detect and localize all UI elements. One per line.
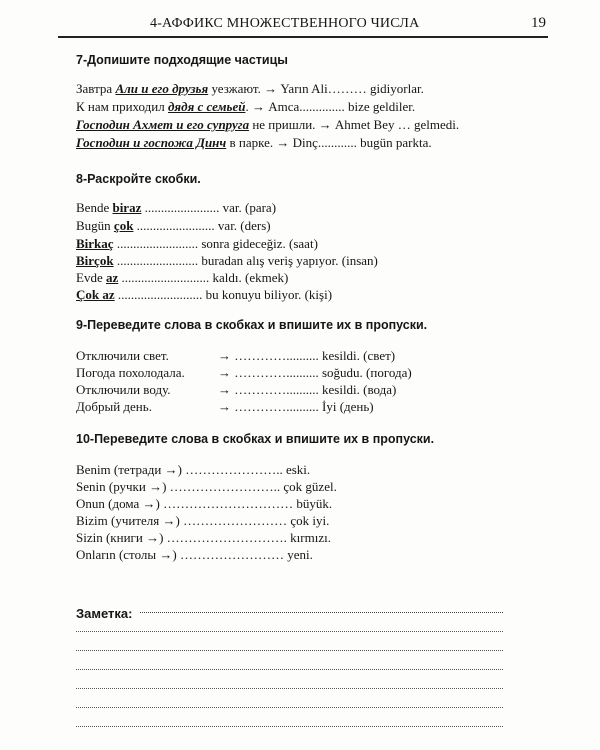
- exercise-8-line: Bende biraz ....................... var. (para): [76, 200, 277, 215]
- exercise-8-line: Evde az ........................... kaldı. (ekmek): [76, 270, 289, 285]
- exercise-9-russian: Добрый день.: [76, 399, 152, 414]
- notes-line[interactable]: [76, 707, 503, 708]
- exercise-10-line: Onun (дома →) ………………………… büyük.: [76, 496, 333, 511]
- notes-line[interactable]: [76, 688, 503, 689]
- page-header: [58, 12, 548, 38]
- exercise-8-line: Bugün çok ........................ var. (ders): [76, 218, 271, 233]
- exercise-8-line: Birçok ......................... buradan alış veriş yapıyor. (insan): [76, 253, 378, 268]
- exercise-8-line: Çok az .......................... bu konuyu biliyor. (kişi): [76, 287, 333, 302]
- notes-line[interactable]: [76, 650, 503, 651]
- notes-first-line[interactable]: [140, 612, 503, 613]
- chapter-title: 4-АФФИКС МНОЖЕСТВЕННОГО ЧИСЛА: [150, 16, 420, 31]
- exercise-10-line: Senin (ручки →) …………………….. çok güzel.: [76, 479, 337, 494]
- notes-line[interactable]: [76, 631, 503, 632]
- notes-line[interactable]: [76, 726, 503, 727]
- exercise-9-russian: Отключили свет.: [76, 348, 169, 363]
- notes-line[interactable]: [76, 669, 503, 670]
- exercise-9-russian: Отключили воду.: [76, 382, 171, 397]
- exercise-9-turkish: → ………….......... kesildi. (свет): [218, 348, 396, 363]
- notes-label: Заметка:: [76, 606, 133, 621]
- exercise-8-line: Birkaç ......................... sonra gideceğiz. (saat): [76, 236, 318, 251]
- exercise-7-title: 7-Допишите подходящие частицы: [76, 53, 288, 67]
- exercise-9-turkish: → ………….......... kesildi. (вода): [218, 382, 397, 397]
- page-number: 19: [531, 15, 546, 31]
- exercise-10-line: Benim (тетради →) ………………….. eski.: [76, 462, 311, 477]
- exercise-7-line: К нам приходил дядя с семьей. → Amca.............. bize geldiler.: [76, 99, 416, 114]
- exercise-10-line: Bizim (учителя →) …………………… çok iyi.: [76, 513, 330, 528]
- exercise-7-line: Господин и госпожа Динч в парке. → Dinç............ bugün parkta.: [76, 135, 432, 150]
- exercise-8-title: 8-Раскройте скобки.: [76, 172, 201, 186]
- exercise-9-russian: Погода похолодала.: [76, 365, 185, 380]
- exercise-9-title: 9-Переведите слова в скобках и впишите их в пропуски.: [76, 318, 428, 332]
- exercise-10-title: 10-Переведите слова в скобках и впишите их в пропуски.: [76, 432, 435, 446]
- exercise-7-line: Господин Ахмет и его супруга не пришли. → Ahmet Bey … gelmedi.: [76, 117, 460, 132]
- exercise-9-turkish: → ………….......... soğudu. (погода): [218, 365, 412, 380]
- exercise-10-line: Sizin (книги →) ………………………. kırmızı.: [76, 530, 331, 545]
- exercise-10-line: Onların (столы →) …………………… yeni.: [76, 547, 313, 562]
- exercise-9-turkish: → ………….......... İyi (день): [218, 399, 374, 414]
- exercise-7-line: Завтра Али и его друзья уезжают. → Yarın Ali……… gidiyorlar.: [76, 81, 424, 96]
